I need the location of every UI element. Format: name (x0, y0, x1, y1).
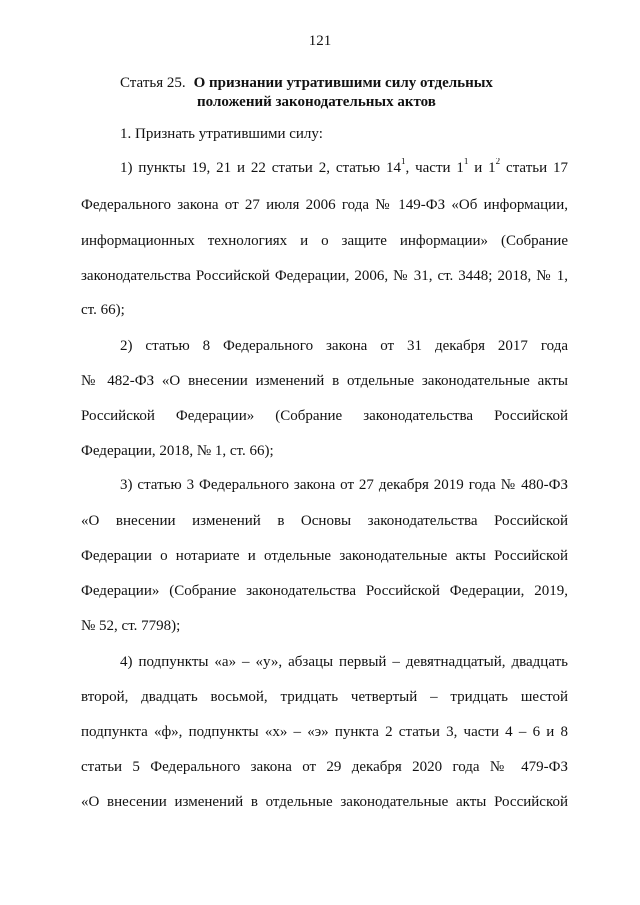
item3-line2: «О внесении изменений в Основы законодательства Российской (81, 513, 568, 529)
item3-line4: Федерации» (Собрание законодательства Российской Федерации, 2019, (81, 583, 568, 599)
item4-line2: второй, двадцать восьмой, тридцать четвертый – тридцать шестой (81, 689, 568, 705)
article-title-line2: положений законодательных актов (197, 94, 436, 110)
item1-line1-text-b: , части 1 (405, 160, 464, 176)
paragraph-1: 1. Признать утратившими силу: (120, 126, 323, 142)
item2-line2: № 482-ФЗ «О внесении изменений в отдельные законодательные акты (81, 373, 568, 389)
item3-line3: Федерации о нотариате и отдельные законодательные акты Российской (81, 548, 568, 564)
item1-line4: законодательства Российской Федерации, 2006, № 31, ст. 3448; 2018, № 1, (81, 268, 568, 284)
item3-line1: 3) статью 3 Федерального закона от 27 декабря 2019 года № 480-ФЗ (120, 477, 568, 493)
item1-line5: ст. 66); (81, 302, 125, 318)
page-number: 121 (308, 33, 332, 49)
item1-superscript-3: 2 (495, 158, 501, 166)
item1-line1-text-a: 1) пункты 19, 21 и 22 статьи 2, статью 14 (120, 160, 401, 176)
item2-line1: 2) статью 8 Федерального закона от 31 декабря 2017 года (120, 338, 568, 354)
item3-line5: № 52, ст. 7798); (81, 618, 181, 634)
item4-line3: подпункта «ф», подпункты «х» – «э» пункта 2 статьи 3, части 4 – 6 и 8 (81, 724, 568, 740)
item1-line1-text-d: статьи 17 (500, 160, 568, 176)
item1-line1 (120, 158, 568, 178)
item1-line1-text-c: и 1 (468, 160, 496, 176)
item1-line2: Федерального закона от 27 июля 2006 года № 149-ФЗ «Об информации, (81, 197, 568, 213)
article-heading (120, 74, 580, 112)
item1-line3: информационных технологиях и о защите информации» (Собрание (81, 233, 568, 249)
item1-superscript-1: 1 (400, 158, 406, 166)
item4-line5: «О внесении изменений в отдельные законодательные акты Российской (81, 794, 568, 810)
item4-line4: статьи 5 Федерального закона от 29 декабря 2020 года № 479-ФЗ (81, 759, 568, 775)
item2-line3: Российской Федерации» (Собрание законодательства Российской (81, 408, 568, 424)
item1-superscript-2: 1 (463, 158, 469, 166)
item2-line4: Федерации, 2018, № 1, ст. 66); (81, 443, 274, 459)
item4-line1: 4) подпункты «а» – «у», абзацы первый – девятнадцатый, двадцать (120, 654, 568, 670)
article-number: Статья 25. (120, 75, 186, 91)
article-title-line1: О признании утратившими силу отдельных (193, 75, 493, 91)
